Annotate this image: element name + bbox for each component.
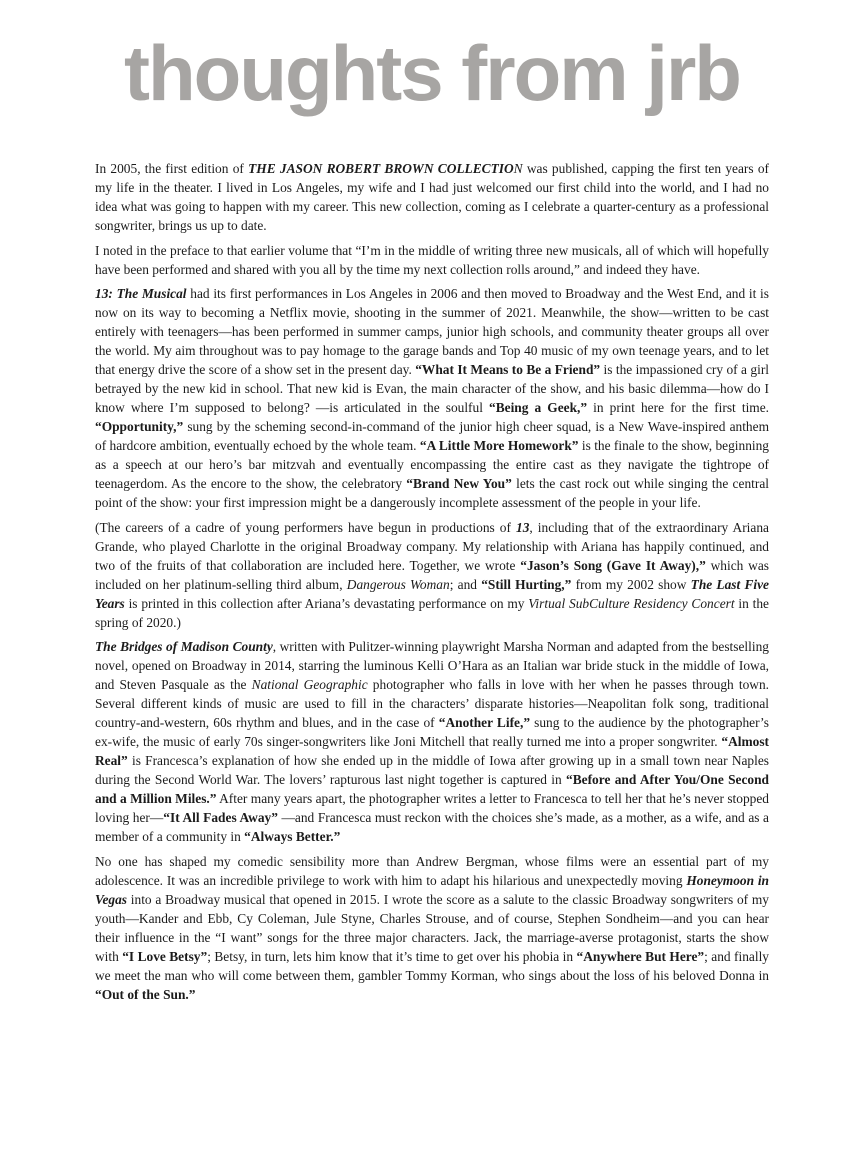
text-run-emphasis: “What It Means to Be a Friend”: [415, 362, 601, 377]
text-run: I noted in the preface to that earlier volume that “I’m in the middle of writing three new musicals, all of which will hopefully have been performed and shared with you all by the time my next collection rolls around,” and indeed they have.: [95, 242, 769, 277]
body-text: [95, 159, 769, 1004]
text-run-emphasis: National Geographic: [251, 677, 368, 692]
text-run: After many years apart, the photographer writes a letter to Francesca to tell her that he’s never stopped loving her—: [95, 791, 769, 825]
text-run-emphasis: “Anywhere But Here”: [576, 948, 705, 964]
text-run-emphasis: “Brand New You”: [406, 476, 512, 491]
text-run-emphasis: “Being a Geek,”: [489, 400, 588, 415]
text-run: ; Betsy, in turn, lets him know that it’s time to get over his phobia in: [207, 948, 577, 964]
text-run-emphasis: THE JASON ROBERT BROWN COLLECTIO: [248, 161, 514, 176]
text-run: had its first performances in Los Angeles in 2006 and then moved to Broadway and the West End, and it is now on its way to becoming a Netflix movie, shooting in the summer of 2021. Meanwhile, the show—written to be cast entirely with teenagers—has been performed in summer camps, junior high schools, and community theater groups all over the world. My aim throughout was to pay homage to the garage bands and Top 40 music of my own teenage years, and to let that energy drive the score of a show set in the present day.: [95, 286, 769, 377]
text-run-emphasis: “Opportunity,”: [95, 419, 184, 434]
text-run-emphasis: Dangerous Woman: [346, 576, 450, 592]
text-run-emphasis: “Another Life,”: [438, 715, 531, 730]
text-run-emphasis: N: [513, 161, 523, 176]
text-run: , written with Pulitzer-winning playwright Marsha Norman and adapted from the bestselling novel, opened on Broadway in 2014, starring the luminous Kelli O’Hara as an Italian war bride stuck in the middle of Iowa, and Steven Pasquale as the: [95, 639, 769, 692]
paragraph: [95, 284, 769, 512]
text-run: photographer who falls in love with her when he passes through town. Several different kinds of music are used to fill in the characters’ disparate histories—Neapolitan folk song, traditional country-and-western, 60s rhythm and blues, and in the case of: [95, 677, 769, 730]
text-run: was published, capping the first ten years of my life in the theater. I lived in Los Angeles, my wife and I had just welcomed our first child into the world, and I had no idea what was going to happen with my career. This new collection, coming as I celebrate a quarter-century as a professional songwriter, brings us up to date.: [95, 161, 769, 233]
text-run: No one has shaped my comedic sensibility more than Andrew Bergman, whose films were an essential part of my adolescence. It was an incredible privilege to work with him to adapt his hilarious and unexpectedly moving: [95, 853, 769, 888]
text-run: (The careers of a cadre of young performers have begun in productions of: [95, 519, 516, 535]
text-run-emphasis: “I Love Betsy”: [122, 948, 208, 964]
text-run-emphasis: The Last Five Years: [95, 576, 769, 611]
text-run: in print here for the first time.: [587, 400, 769, 415]
text-run: sung to the audience by the photographer’s ex-wife, the music of early 70s singer-songwriters like Joni Mitchell that really turned me into a proper songwriter.: [95, 715, 769, 749]
paragraph: [95, 518, 769, 632]
text-run: lets the cast rock out while singing the central point of the show: your first impression might be a dangerously incomplete assessment of the people in your life.: [95, 476, 769, 510]
paragraph: [95, 241, 769, 279]
text-run-emphasis: Virtual SubCulture Residency Concert: [528, 595, 735, 611]
text-run: is the impassioned cry of a girl betrayed by the new kid in school. That new kid is Evan, the main character of the show, and his basic dilemma—how do I know where I’m supposed to belong? —is articulated in the soulful: [95, 362, 769, 415]
text-run: from my 2002 show: [571, 576, 691, 592]
text-run: which was included on her platinum-selling third album,: [95, 557, 769, 592]
text-run-emphasis: “Jason’s Song (Gave It Away),”: [520, 557, 706, 573]
text-run-emphasis: The Bridges of Madison County: [95, 639, 273, 654]
page-title: thoughts from jrb: [124, 29, 740, 117]
text-run: is printed in this collection after Ariana’s devastating performance on my: [124, 595, 529, 611]
text-run-emphasis: 13: The Musical: [95, 286, 187, 301]
text-run-emphasis: “Always Better.”: [244, 829, 341, 844]
paragraph: [95, 159, 769, 235]
text-run: sung by the scheming second-in-command of the junior high cheer squad, is a New Wave-inspired anthem of hardcore ambition, eventually echoed by the whole team.: [95, 419, 769, 453]
text-run-emphasis: “It All Fades Away”: [163, 810, 278, 825]
text-run-emphasis: Honeymoon in Vegas: [95, 872, 769, 907]
paragraph: [95, 637, 769, 846]
text-run-emphasis: “Out of the Sun.”: [95, 986, 196, 1002]
text-run-emphasis: “Almost Real”: [95, 734, 769, 768]
text-run: is Francesca’s explanation of how she ended up in the middle of Iowa after growing up in a small town near Naples during the Second World War. The lovers’ rapturous last night together is captured in: [95, 753, 769, 787]
text-run: ; and finally we meet the man who will come between them, gambler Tommy Korman, who sings about the loss of his beloved Donna in: [95, 948, 769, 983]
paragraph: [95, 852, 769, 1004]
text-run: , including that of the extraordinary Ariana Grande, who played Charlotte in the original Broadway company. My relationship with Ariana has happily continued, and two of the fruits of that collaboration are included here. Together, we wrote: [95, 519, 769, 573]
text-run-emphasis: “A Little More Homework”: [419, 438, 579, 453]
text-run-emphasis: “Still Hurting,”: [481, 576, 572, 592]
text-run: —and Francesca must reckon with the choices she’s made, as a mother, as a wife, and as a member of a community in: [95, 810, 769, 844]
text-run: into a Broadway musical that opened in 2015. I wrote the score as a salute to the classic Broadway songwriters of my youth—Kander and Ebb, Cy Coleman, Jule Styne, Charles Strouse, and of course, Stephen Sondheim—and you can hear their influence in the “I want” songs for the three major characters. Jack, the marriage-averse protagonist, starts the show with: [95, 891, 769, 964]
text-run: is the finale to the show, beginning as a speech at our hero’s bar mitzvah and eventually encompassing the entire cast as they navigate the tightrope of teenagerdom. As the encore to the show, the celebratory: [95, 438, 770, 491]
text-run: ; and: [449, 576, 482, 592]
text-run-emphasis: “Before and After You/One Second and a Million Miles.”: [95, 772, 769, 806]
text-run-emphasis: 13: [516, 519, 530, 535]
text-run: in the spring of 2020.): [95, 595, 769, 630]
text-run: In 2005, the first edition of: [95, 161, 249, 176]
